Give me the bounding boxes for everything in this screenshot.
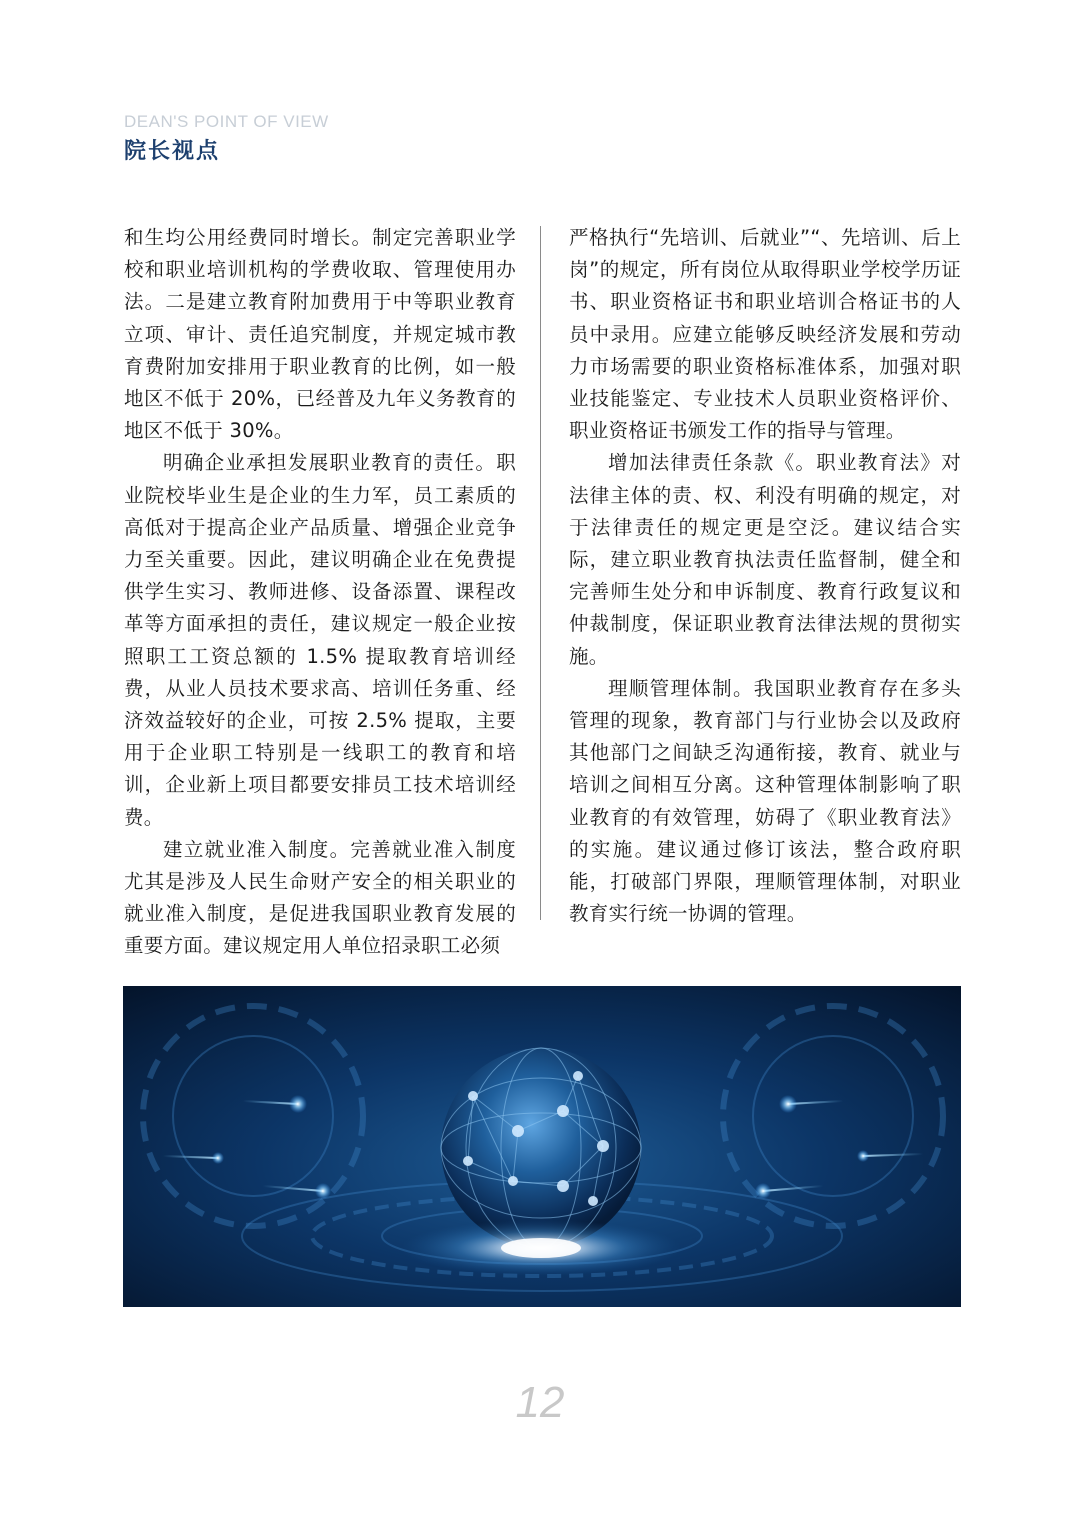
paragraph: 增加法律责任条款《。职业教育法》对法律主体的责、权、利没有明确的规定，对于法律责任的规定更是空泛。建议结合实际，建立职业教育执法责任监督制，健全和完善师生处分和申诉制度、教育行政复议和仲裁制度，保证职业教育法律法规的贯彻实施。 — [569, 451, 961, 668]
paragraph: 和生均公用经费同时增长。制定完善职业学校和职业培训机构的学费收取、管理使用办法。二是建立教育附加费用于中等职业教育立项、审计、责任追究制度，并规定城市教育费附加安排用于职业教育的比例，如一般地区不低于 20%，已经普及九年义务教育的地区不低于 30%。 — [124, 226, 516, 443]
column-divider — [540, 226, 541, 920]
paragraph: 严格执行“先培训、后就业”“、先培训、后上岗”的规定，所有岗位从取得职业学校学历证书、职业资格证书和职业培训合格证书的人员中录用。应建立能够反映经济发展和劳动力市场需要的职业资格标准体系，加强对职业技能鉴定、专业技术人员职业资格评价、职业资格证书颁发工作的指导与管理。 — [569, 226, 961, 443]
left-column — [124, 222, 516, 963]
paragraph: 明确企业承担发展职业教育的责任。职业院校毕业生是企业的生力军，员工素质的高低对于提高企业产品质量、增强企业竞争力至关重要。因此，建议明确企业在免费提供学生实习、教师进修、设备添置、课程改革等方面承担的责任，建议规定一般企业按照职工工资总额的 1.5% 提取教育培训经费，从业人员技术要求高、培训任务重、经济效益较好的企业，可按 2.5% 提取，主要用于企业职工特别是一线职工的教育和培训，企业新上项目都要安排员工技术培训经费。 — [124, 451, 516, 829]
section-title: 院长视点 — [124, 139, 221, 164]
page-number: 12 — [515, 1378, 565, 1427]
digital-globe-network-illustration — [123, 986, 961, 1307]
paragraph: 理顺管理体制。我国职业教育存在多头管理的现象，教育部门与行业协会以及政府其他部门之间缺乏沟通衔接，教育、就业与培训之间相互分离。这种管理体制影响了职业教育的有效管理，妨碍了《职业教育法》的实施。建议通过修订该法，整合政府职能，打破部门界限，理顺管理体制，对职业教育实行统一协调的管理。 — [569, 676, 961, 926]
paragraph: 建立就业准入制度。完善就业准入制度尤其是涉及人民生命财产安全的相关职业的就业准入制度，是促进我国职业教育发展的重要方面。建议规定用人单位招录职工必须 — [124, 837, 516, 958]
right-column — [569, 222, 961, 930]
section-label-en: DEAN'S POINT OF VIEW — [124, 112, 329, 131]
